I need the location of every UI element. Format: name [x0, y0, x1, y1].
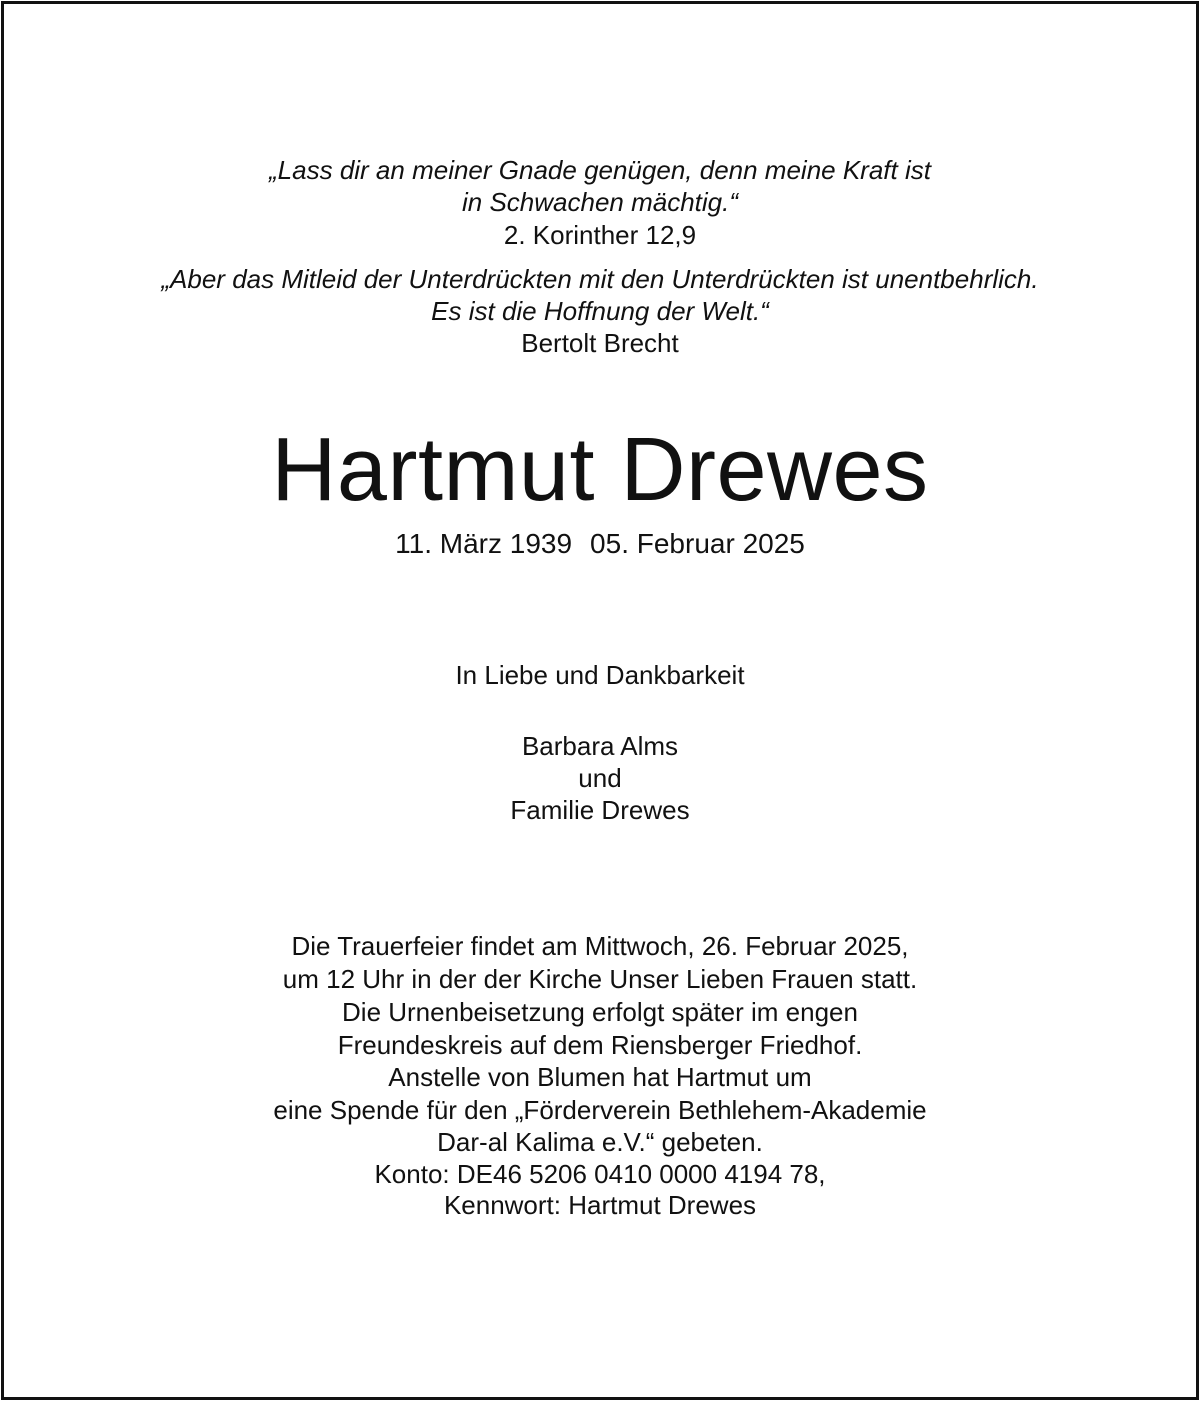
- info-line: Kennwort: Hartmut Drewes: [443, 1190, 757, 1220]
- quote2-source: Bertolt Brecht: [521, 328, 679, 358]
- info-line: Die Urnenbeisetzung erfolgt später im engen: [342, 997, 858, 1027]
- quote1-source: 2. Korinther 12,9: [503, 220, 697, 250]
- info-line: Konto: DE46 5206 0410 0000 4194 78,: [374, 1159, 826, 1189]
- life-dates: [0, 527, 1200, 561]
- mourner-line3: Familie Drewes: [510, 795, 690, 825]
- quote2-line2: Es ist die Hoffnung der Welt.“: [431, 296, 769, 326]
- birth-date: 11. März 1939: [395, 528, 573, 559]
- info-line: Dar-al Kalima e.V.“ gebeten.: [437, 1127, 763, 1157]
- mourner-line2: und: [578, 763, 622, 793]
- info-line: eine Spende für den „Förderverein Bethlehem-Akademie: [273, 1095, 927, 1125]
- quote1-line2: in Schwachen mächtig.“: [461, 187, 739, 217]
- dedication: In Liebe und Dankbarkeit: [455, 660, 745, 690]
- mourner-line1: Barbara Alms: [521, 731, 679, 761]
- deceased-name: Hartmut Drewes: [271, 420, 929, 520]
- info-line: Die Trauerfeier findet am Mittwoch, 26. Februar 2025,: [291, 931, 909, 961]
- quote1-line1: „Lass dir an meiner Gnade genügen, denn meine Kraft ist: [269, 155, 931, 185]
- death-date: 05. Februar 2025: [590, 528, 805, 559]
- quote2-line1: „Aber das Mitleid der Unterdrückten mit den Unterdrückten ist unentbehrlich.: [161, 264, 1039, 294]
- info-line: um 12 Uhr in der der Kirche Unser Lieben Frauen statt.: [282, 964, 918, 994]
- info-line: Freundeskreis auf dem Riensberger Friedhof.: [337, 1030, 863, 1060]
- info-line: Anstelle von Blumen hat Hartmut um: [388, 1062, 812, 1092]
